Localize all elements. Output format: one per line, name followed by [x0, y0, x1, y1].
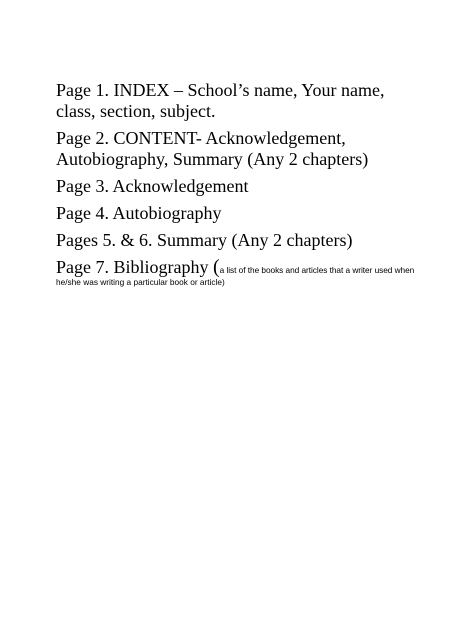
entry-line: Page 1. INDEX – School’s name, Your name,: [56, 80, 385, 100]
document-body: [56, 80, 436, 293]
entry-line: Page 3. Acknowledgement: [56, 176, 249, 196]
entry-pages-5-6: [56, 230, 436, 251]
bibliography-note-line2: he/she was writing a particular book or article): [56, 277, 225, 287]
entry-page-3: [56, 176, 436, 197]
entry-line: Autobiography, Summary (Any 2 chapters): [56, 149, 369, 169]
bibliography-line: [56, 257, 436, 278]
bibliography-note-line1: a list of the books and articles that a writer used when: [219, 265, 415, 275]
entry-page-1: [56, 80, 436, 122]
entry-line: Page 4. Autobiography: [56, 203, 222, 223]
entry-line: class, section, subject.: [56, 101, 216, 121]
entry-line: Page 2. CONTENT- Acknowledgement,: [56, 128, 346, 148]
entry-line: Pages 5. & 6. Summary (Any 2 chapters): [56, 230, 353, 250]
entry-page-4: [56, 203, 436, 224]
entry-page-7-bibliography: [56, 257, 436, 287]
entry-page-2: [56, 128, 436, 170]
bibliography-paren: (: [212, 256, 220, 278]
bibliography-label: Page 7. Bibliography: [56, 257, 213, 277]
